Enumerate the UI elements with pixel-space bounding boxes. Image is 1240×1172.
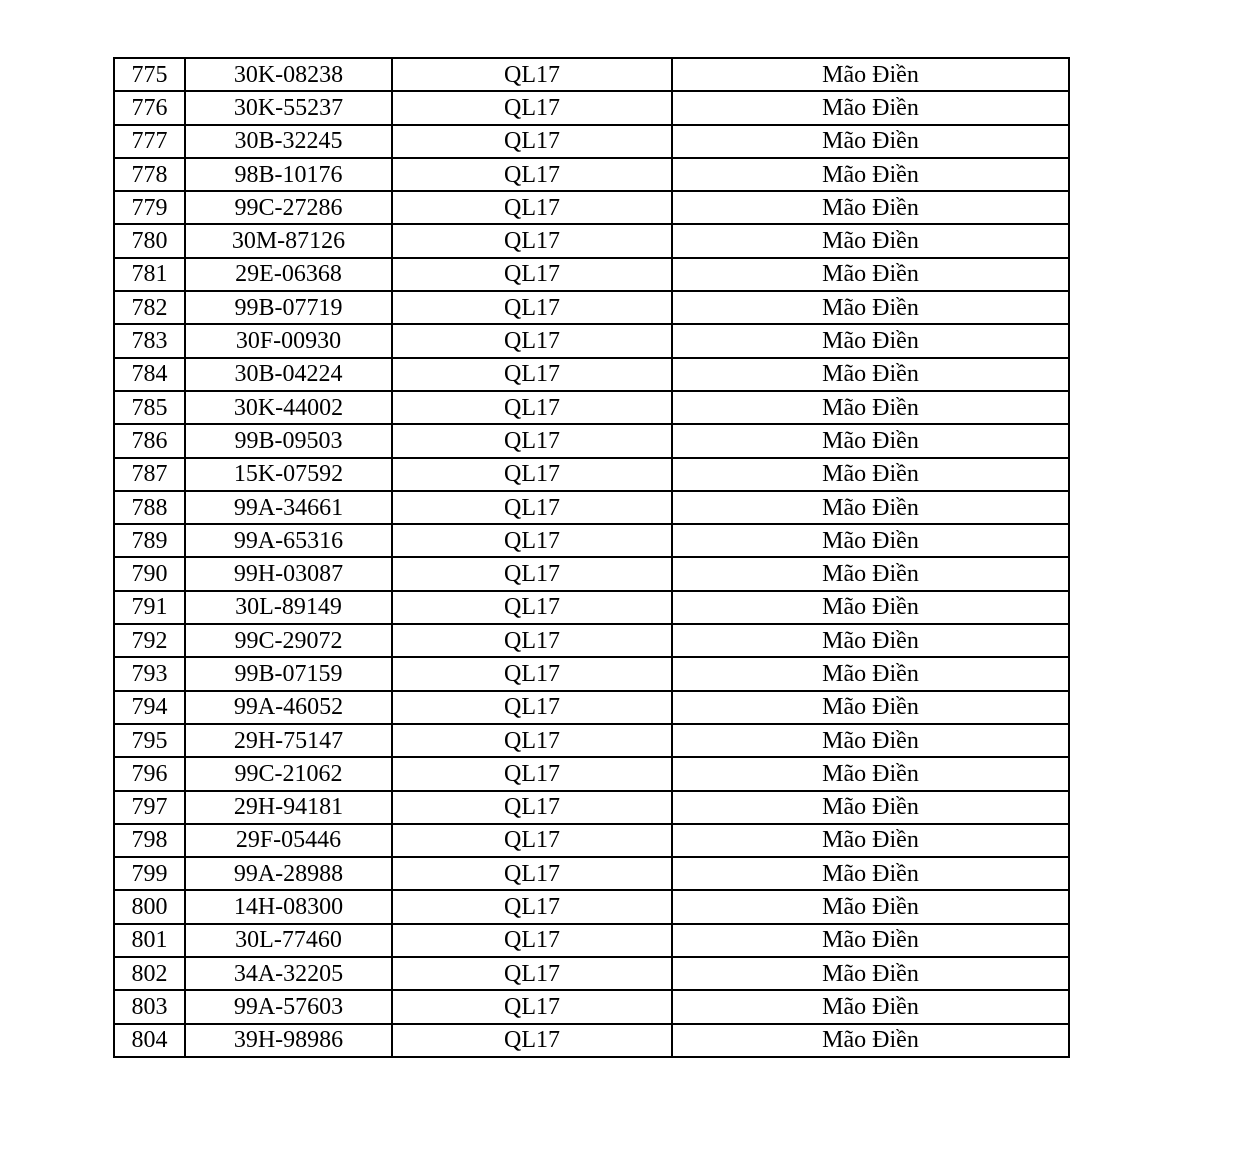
road-cell: QL17 [392,58,672,91]
table-row [114,91,1069,124]
road-cell: QL17 [392,158,672,191]
plate-number-cell: 34A-32205 [185,957,392,990]
table-row [114,957,1069,990]
row-index-cell: 789 [114,524,185,557]
table-row [114,624,1069,657]
location-cell: Mão Điền [672,358,1069,391]
plate-number-cell: 99C-27286 [185,191,392,224]
plate-number-cell: 30B-32245 [185,125,392,158]
location-cell: Mão Điền [672,924,1069,957]
location-cell: Mão Điền [672,890,1069,923]
table-row [114,224,1069,257]
plate-number-cell: 29H-75147 [185,724,392,757]
plate-number-cell: 30K-44002 [185,391,392,424]
location-cell: Mão Điền [672,657,1069,690]
plate-number-cell: 29F-05446 [185,824,392,857]
table-row [114,557,1069,590]
road-cell: QL17 [392,791,672,824]
road-cell: QL17 [392,424,672,457]
table-row [114,158,1069,191]
table-row [114,1024,1069,1057]
location-cell: Mão Điền [672,557,1069,590]
road-cell: QL17 [392,857,672,890]
table-row [114,757,1069,790]
row-index-cell: 795 [114,724,185,757]
plate-number-cell: 30F-00930 [185,324,392,357]
location-cell: Mão Điền [672,691,1069,724]
table-row [114,924,1069,957]
row-index-cell: 793 [114,657,185,690]
row-index-cell: 800 [114,890,185,923]
location-cell: Mão Điền [672,524,1069,557]
road-cell: QL17 [392,125,672,158]
location-cell: Mão Điền [672,258,1069,291]
table-row [114,791,1069,824]
road-cell: QL17 [392,391,672,424]
road-cell: QL17 [392,358,672,391]
row-index-cell: 786 [114,424,185,457]
road-cell: QL17 [392,724,672,757]
row-index-cell: 796 [114,757,185,790]
plate-number-cell: 29H-94181 [185,791,392,824]
plate-number-cell: 99A-34661 [185,491,392,524]
table-row [114,424,1069,457]
row-index-cell: 794 [114,691,185,724]
table-row [114,890,1069,923]
table-row [114,857,1069,890]
row-index-cell: 804 [114,1024,185,1057]
location-cell: Mão Điền [672,824,1069,857]
location-cell: Mão Điền [672,957,1069,990]
road-cell: QL17 [392,890,672,923]
row-index-cell: 775 [114,58,185,91]
plate-number-cell: 30K-55237 [185,91,392,124]
row-index-cell: 797 [114,791,185,824]
table-row [114,990,1069,1023]
location-cell: Mão Điền [672,990,1069,1023]
location-cell: Mão Điền [672,791,1069,824]
road-cell: QL17 [392,957,672,990]
road-cell: QL17 [392,1024,672,1057]
row-index-cell: 801 [114,924,185,957]
plate-number-cell: 99B-07719 [185,291,392,324]
plate-number-cell: 99A-46052 [185,691,392,724]
row-index-cell: 787 [114,458,185,491]
row-index-cell: 788 [114,491,185,524]
road-cell: QL17 [392,291,672,324]
row-index-cell: 778 [114,158,185,191]
road-cell: QL17 [392,757,672,790]
table-row [114,657,1069,690]
location-cell: Mão Điền [672,125,1069,158]
row-index-cell: 790 [114,557,185,590]
road-cell: QL17 [392,491,672,524]
plate-number-cell: 99A-65316 [185,524,392,557]
location-cell: Mão Điền [672,724,1069,757]
table-row [114,391,1069,424]
table-row [114,691,1069,724]
table-row [114,358,1069,391]
table-row [114,724,1069,757]
row-index-cell: 785 [114,391,185,424]
plate-number-cell: 99C-29072 [185,624,392,657]
road-cell: QL17 [392,524,672,557]
plate-number-cell: 99B-09503 [185,424,392,457]
table-row [114,291,1069,324]
row-index-cell: 783 [114,324,185,357]
row-index-cell: 799 [114,857,185,890]
plate-number-cell: 29E-06368 [185,258,392,291]
table-row [114,491,1069,524]
plate-number-cell: 99C-21062 [185,757,392,790]
records-table [113,57,1070,1058]
location-cell: Mão Điền [672,291,1069,324]
plate-number-cell: 99A-28988 [185,857,392,890]
plate-number-cell: 30M-87126 [185,224,392,257]
plate-number-cell: 39H-98986 [185,1024,392,1057]
plate-number-cell: 99B-07159 [185,657,392,690]
row-index-cell: 791 [114,591,185,624]
road-cell: QL17 [392,691,672,724]
location-cell: Mão Điền [672,424,1069,457]
row-index-cell: 803 [114,990,185,1023]
plate-number-cell: 99H-03087 [185,557,392,590]
location-cell: Mão Điền [672,591,1069,624]
location-cell: Mão Điền [672,624,1069,657]
road-cell: QL17 [392,557,672,590]
table-row [114,524,1069,557]
table-row [114,125,1069,158]
location-cell: Mão Điền [672,391,1069,424]
row-index-cell: 780 [114,224,185,257]
row-index-cell: 781 [114,258,185,291]
location-cell: Mão Điền [672,324,1069,357]
location-cell: Mão Điền [672,224,1069,257]
road-cell: QL17 [392,924,672,957]
location-cell: Mão Điền [672,491,1069,524]
table-row [114,258,1069,291]
road-cell: QL17 [392,91,672,124]
location-cell: Mão Điền [672,1024,1069,1057]
plate-number-cell: 14H-08300 [185,890,392,923]
plate-number-cell: 98B-10176 [185,158,392,191]
table-row [114,58,1069,91]
table-row [114,324,1069,357]
road-cell: QL17 [392,657,672,690]
road-cell: QL17 [392,224,672,257]
plate-number-cell: 30L-89149 [185,591,392,624]
location-cell: Mão Điền [672,757,1069,790]
road-cell: QL17 [392,624,672,657]
road-cell: QL17 [392,458,672,491]
road-cell: QL17 [392,324,672,357]
row-index-cell: 798 [114,824,185,857]
location-cell: Mão Điền [672,191,1069,224]
location-cell: Mão Điền [672,458,1069,491]
row-index-cell: 782 [114,291,185,324]
location-cell: Mão Điền [672,91,1069,124]
location-cell: Mão Điền [672,158,1069,191]
plate-number-cell: 99A-57603 [185,990,392,1023]
table-row [114,591,1069,624]
row-index-cell: 777 [114,125,185,158]
row-index-cell: 802 [114,957,185,990]
plate-number-cell: 30B-04224 [185,358,392,391]
location-cell: Mão Điền [672,857,1069,890]
plate-number-cell: 30L-77460 [185,924,392,957]
location-cell: Mão Điền [672,58,1069,91]
road-cell: QL17 [392,824,672,857]
road-cell: QL17 [392,258,672,291]
table-row [114,458,1069,491]
plate-number-cell: 30K-08238 [185,58,392,91]
road-cell: QL17 [392,191,672,224]
row-index-cell: 792 [114,624,185,657]
road-cell: QL17 [392,990,672,1023]
road-cell: QL17 [392,591,672,624]
records-table-body [114,58,1069,1057]
plate-number-cell: 15K-07592 [185,458,392,491]
table-row [114,191,1069,224]
row-index-cell: 776 [114,91,185,124]
row-index-cell: 784 [114,358,185,391]
table-row [114,824,1069,857]
row-index-cell: 779 [114,191,185,224]
